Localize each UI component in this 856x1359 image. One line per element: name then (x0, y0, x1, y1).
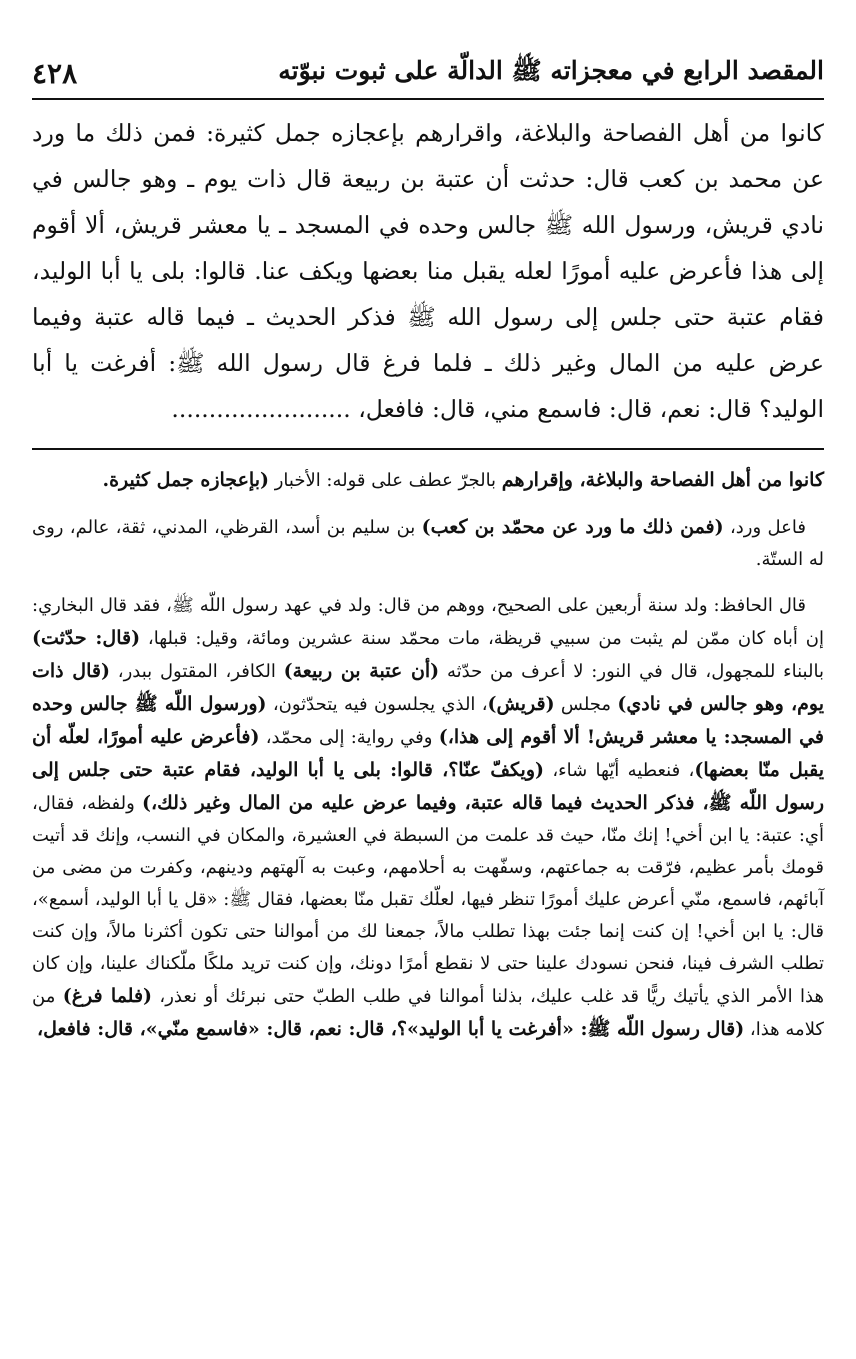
bold-quote: (بإعجازه جمل كثيرة. (102, 469, 269, 491)
commentary-text: ، فنعطيه أيّها شاء، (544, 760, 695, 781)
commentary-text: فاعل ورد، (723, 517, 806, 538)
page-number: ٤٢٨ (32, 56, 78, 90)
commentary-text: بن سليم بن أسد، القرظي، المدني، ثقة، عالم، روى له الستّة. (32, 517, 824, 570)
running-title: المقصد الرابع في معجزاته ﷺ الدالّة على ثبوت نبوّته (278, 55, 824, 85)
bold-quote: (أن عتبة بن ربيعة) (283, 660, 440, 682)
commentary-separator (32, 448, 824, 450)
header-rule (32, 98, 824, 100)
bold-quote: (فأعرض عليه أمورًا، لعلّه أن يقبل منّا بعضها) (32, 726, 824, 781)
commentary-paragraph-3 (32, 590, 824, 1046)
commentary-text: ، الذي يجلسون فيه يتحدّثون، (266, 694, 488, 715)
bold-quote: (قال ذات يوم، وهو جالس في نادي) (32, 660, 825, 715)
commentary (32, 464, 824, 1046)
bold-quote: كانوا من أهل الفصاحة والبلاغة، وإقرارهم (501, 469, 824, 491)
bold-quote: (قريش) (487, 693, 555, 715)
bold-quote: (فلما فرغ) (62, 985, 153, 1007)
bold-quote: (قال رسول اللّه ﷺ: «أفرغت يا أبا الوليد»؟، قال: نعم، قال: «فاسمع منّي»، قال: فافعل، (37, 1018, 745, 1040)
bold-quote: (ويكفّ عنّا؟، قالوا: بلى يا أبا الوليد، فقام عتبة حتى جلس إلى رسول اللّه ﷺ، فذكر الحديث فيما قاله عتبة، وفيما عرض عليه من المال وغير ذلك،) (32, 759, 824, 814)
main-text (32, 110, 824, 432)
commentary-text: بالبناء للمجهول، قال في النور: لا أعرف من حدّثه (439, 661, 824, 682)
commentary-text: الكافر، المقتول ببدر، (109, 661, 284, 682)
commentary-text: وفي رواية: إلى محمّد، (259, 727, 439, 748)
running-header (32, 50, 824, 96)
continuation-dots: ........................ (171, 395, 351, 423)
commentary-paragraph-1 (32, 464, 824, 497)
main-text-paragraph (32, 110, 824, 432)
bold-quote: (قال: حدّثت) (32, 627, 141, 649)
bold-quote: (فمن ذلك ما ورد عن محمّد بن كعب) (421, 516, 724, 538)
commentary-text: قال الحافظ: ولد سنة أربعين على الصحيح، ووهم من قال: ولد في عهد رسول اللّه ﷺ، فقد قال البخاري: إن أباه كان ممّن لم يثبت من سبيي قريظة، مات محمّد سنة عشرين ومائة، وقيل: قبلها، (32, 595, 824, 649)
bold-quote: (ورسول اللّه ﷺ جالس وحده في المسجد: يا معشر قريش! ألا أقوم إلى هذا،) (32, 693, 824, 748)
commentary-text: مجلس (554, 694, 618, 715)
main-text-body: كانوا من أهل الفصاحة والبلاغة، واقرارهم بإعجازه جمل كثيرة: فمن ذلك ما ورد عن محمد بن كعب قال: حدثت أن عتبة بن ربيعة قال ذات يوم ـ وهو جالس في نادي قريش، ورسول الله ﷺ جالس وحده في المسجد ـ يا معشر قريش، ألا أقوم إلى هذا فأعرض عليه أمورًا لعله يقبل منا بعضها ويكف عنا. قالوا: بلى يا أبا الوليد، فقام عتبة حتى جلس إلى رسول الله ﷺ فذكر الحديث ـ فيما قاله عتبة وفيما عرض عليه من المال وغير ذلك ـ فلما فرغ قال رسول الله ﷺ: أفرغت يا أبا الوليد؟ قال: نعم، قال: فاسمع مني، قال: فافعل، (32, 119, 824, 423)
commentary-text: بالجرّ عطف على قوله: الأخبار (268, 470, 502, 491)
commentary-text: من كلامه هذا، (32, 986, 824, 1040)
commentary-text: ولفظه، فقال، أي: عتبة: يا ابن أخي! إنك منّا، حيث قد علمت من السبطة في العشيرة، والمكان في النسب، وإنك قد أتيت قومك بأمر عظيم، فرّقت به جماعتهم، وسفّهت به أحلامهم، وعبت به آلهتهم ودينهم، وكفرت من مضى من آبائهم، فاسمع، منّي أعرض عليك أمورًا تنظر فيها، لعلّك تقبل منّا بعضها، فقال ﷺ: «قل يا أبا الوليد، أسمع»، قال: يا ابن أخي! إن كنت إنما جئت بهذا تطلب مالاً، جمعنا لك من أموالنا حتى تكون أكثرنا مالاً، وإن كنت تطلب الشرف فينا، فنحن نسودك علينا حتى لا نقطع أمرًا دونك، وإن كنت تريد ملكًا ملّكناك علينا، وإن كان هذا الأمر الذي يأتيك ريًّا قد غلب عليك، بذلنا أموالنا في طلب الطبّ حتى نبرئك أو نعذر، (32, 793, 824, 1007)
commentary-paragraph-2 (32, 511, 824, 576)
